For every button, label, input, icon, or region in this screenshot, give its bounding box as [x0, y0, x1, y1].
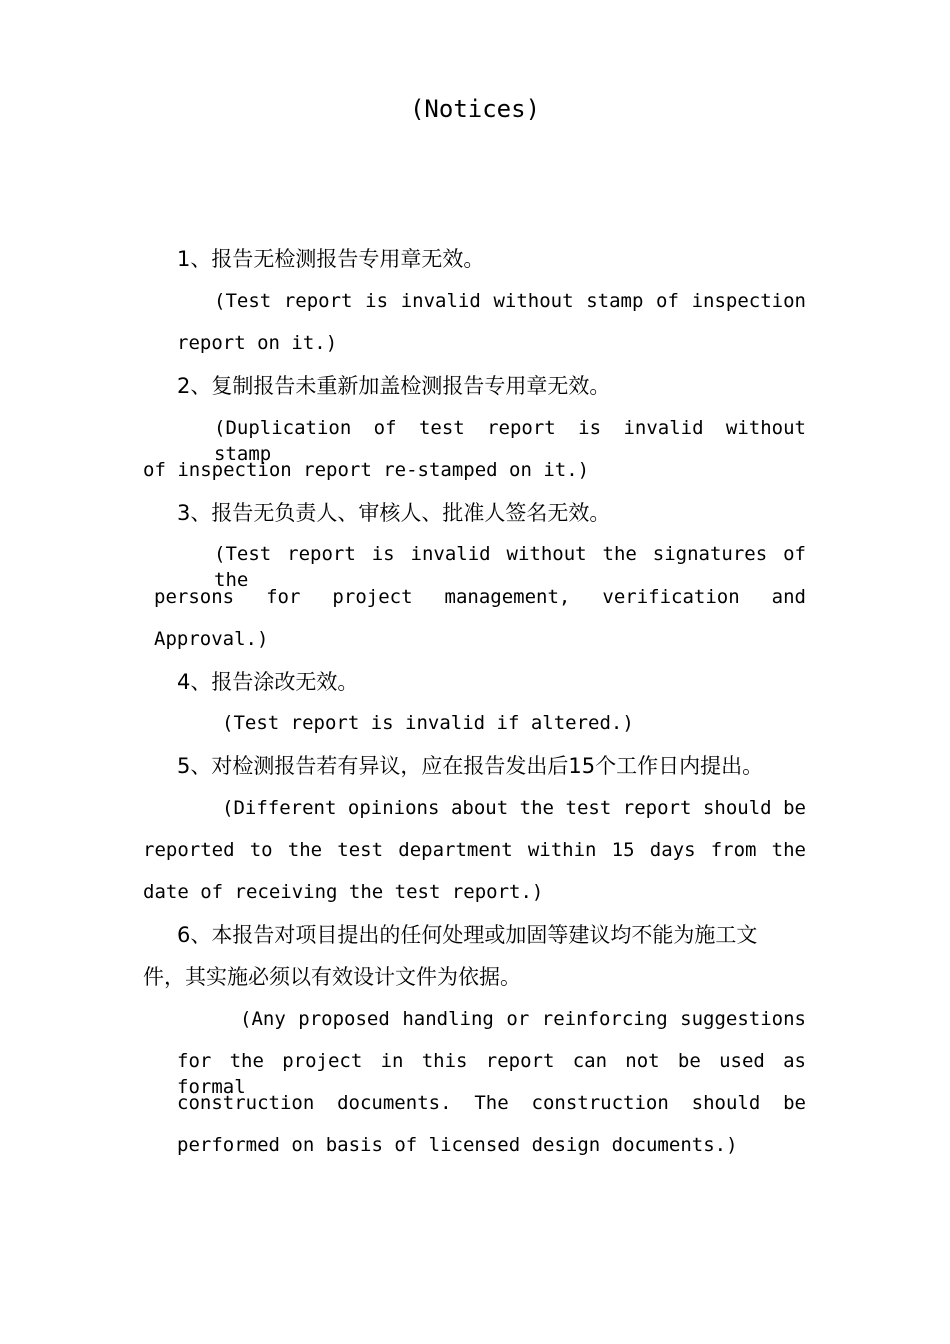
notice-1-en-line-1: (Test report is invalid without stamp of inspection	[214, 290, 806, 312]
notice-2-en-line-1: (Duplication of test report is invalid without stamp	[214, 417, 806, 465]
notice-6-en-line-4: performed on basis of licensed design documents.)	[177, 1134, 738, 1156]
notice-1-zh: 1、报告无检测报告专用章无效。	[177, 247, 485, 271]
notice-3-en-line-3: Approval.)	[154, 628, 269, 650]
notice-6-zh-line-2: 件，其实施必须以有效设计文件为依据。	[143, 965, 521, 989]
notice-5-en-line-1: (Different opinions about the test report should be	[222, 797, 806, 819]
page-title: (Notices)	[409, 95, 541, 123]
notice-5-zh: 5、对检测报告若有异议，应在报告发出后15个工作日内提出。	[177, 754, 764, 778]
notice-3-en-line-2: persons for project management, verification and	[154, 586, 806, 608]
notice-6-zh-line-1: 6、本报告对项目提出的任何处理或加固等建议均不能为施工文	[177, 923, 758, 947]
notice-5-en-line-2: reported to the test department within 15 days from the	[143, 839, 806, 861]
notice-5-en-line-3: date of receiving the test report.)	[143, 881, 544, 903]
notice-6-en-line-1: (Any proposed handling or reinforcing suggestions	[240, 1008, 806, 1030]
notice-2-en-line-2: of inspection report re-stamped on it.)	[143, 459, 590, 481]
notice-4-en-line-1: (Test report is invalid if altered.)	[222, 712, 634, 734]
notice-3-zh: 3、报告无负责人、审核人、批准人签名无效。	[177, 501, 611, 525]
notice-4-zh: 4、报告涂改无效。	[177, 670, 359, 694]
notice-2-zh: 2、复制报告未重新加盖检测报告专用章无效。	[177, 374, 611, 398]
notice-6-en-line-2: for the project in this report can not be used as formal	[177, 1050, 806, 1098]
notice-6-en-line-3: construction documents. The construction should be	[177, 1092, 806, 1114]
notice-3-en-line-1: (Test report is invalid without the signatures of the	[214, 543, 806, 591]
notice-1-en-line-2: report on it.)	[177, 332, 338, 354]
